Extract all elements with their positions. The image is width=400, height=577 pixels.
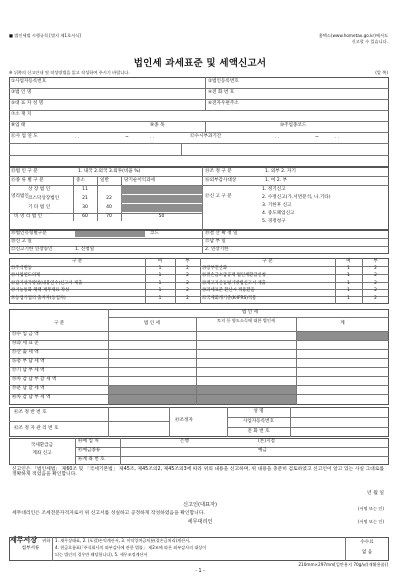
corp-category-label: ⑱법인유형별구분 — [11, 231, 47, 236]
code-label: 코드 — [150, 231, 159, 236]
yn-row-3-col-4: 1 — [347, 288, 350, 294]
tax-col-total: 계 — [340, 321, 345, 326]
irregular-dots-start: . . — [275, 135, 280, 140]
kind-col-sme: 중소 — [76, 178, 85, 183]
yn-header-no-right: 부 — [373, 259, 378, 264]
irregular-assessment-label: ⑫수시부과기간 — [190, 134, 222, 139]
net-payment-gray-land — [197, 395, 296, 404]
extension-request-date: 1. 신청일 — [75, 247, 95, 252]
yn-row-0-col-2: 2 — [186, 266, 189, 271]
tax-agent-label: 세무대리인 — [187, 519, 213, 525]
yn-row-0-col-4: 1 — [347, 266, 350, 271]
hometax-note-2: 신고할 수 있습니다. — [351, 39, 388, 44]
adjuster-bizno-label: 사업자등록번호 — [242, 419, 275, 424]
yn-row-0-col-5: 2 — [374, 266, 377, 271]
nonprofit-general: 70 — [106, 214, 112, 219]
yn-row-1-col-1: 1 — [158, 273, 162, 279]
filer-signature-label: 신고인(대표자) — [182, 502, 218, 508]
yn-row-3-col-1: 1 — [158, 288, 162, 294]
tax-row-label-7: ㊵차 감 납 부 세 액 — [12, 395, 51, 400]
page-number: - 1 - — [195, 569, 205, 574]
tax-row-label-0: ㉝수 입 금 액 — [12, 332, 39, 337]
tax-col-land: 토지 등 양도소득에 대한 법인세 — [217, 318, 275, 323]
bank-label: ㊹예 입 처 — [78, 439, 99, 444]
addressee: 세무서장 — [10, 536, 38, 544]
yn-row-0-col-1: 1 — [158, 266, 162, 271]
business-type-label: ⑧업 태 — [11, 123, 26, 128]
adjuster-name-label: 성 명 — [253, 409, 264, 414]
fee-label: 수수료 — [360, 540, 374, 545]
main-industry-code-label: ⑩주업종코드 — [280, 123, 307, 128]
attachments-label: 첨부서류 — [21, 546, 40, 551]
filing-option-3: 3. 기한후 신고 — [262, 203, 292, 208]
adjuster-phone-label: 전 화 번 호 — [247, 429, 270, 434]
declaration-text: 신고인은 「법인세법」 제60조 및 「국세기본법」 제45조, 제45조의2, 제45조의3에 따라 위의 내용을 신고하며, 위 내용을 충분히 검토하였고 신고인이 알고 있는 사실 그대로를 정확하게 적었음을 확인합니다. — [12, 467, 385, 478]
filer-signature-hint: (서명 또는 인) — [357, 506, 384, 511]
page-title: 법인세 과세표준 및 세액신고서 — [133, 58, 267, 69]
corp-name-label: ③법 인 명 — [11, 90, 32, 95]
adjust-team-no-label: ㊶조 정 반 번 호 — [14, 410, 47, 415]
yn-header-yes-left: 여 — [157, 259, 163, 264]
filing-option-2: 2. 수정신고(가.서면분석, 나.기타) — [262, 195, 331, 200]
yn-row-4-col-3: ㉜국제회계기준(K-IFRS)적용 — [202, 295, 257, 301]
yn-row-2-col-2: 2 — [186, 280, 189, 286]
filing-option-4: 4. 중도폐업신고 — [262, 211, 295, 216]
business-reg-no-label: ①사업자등록번호 — [11, 79, 47, 84]
email-label: ⑥전자우편주소 — [208, 101, 239, 106]
yn-row-2-col-4: 1 — [347, 280, 350, 286]
account-type-label: ㊺예금종류 — [78, 448, 101, 453]
deposit-suffix: 예금 — [258, 448, 267, 453]
adjuster-section — [9, 407, 389, 437]
yn-row-3-col-3: ㉚과세표준 환산시 적용환율 — [202, 288, 255, 294]
yn-row-3-col-0: ㉙기능통화 채택 재무제표 작성 — [11, 288, 70, 294]
yn-header-category-right: 구 분 — [262, 259, 273, 264]
tax-row-label-1: ㉞과 세 표 준 — [12, 341, 39, 346]
filing-type-label: ⑰신 고 구 분 — [205, 194, 232, 199]
yn-row-2-col-5: 2 — [374, 280, 377, 286]
yn-row-1-col-2: 2 — [186, 273, 189, 279]
corp-type-label: ⑬법 인 구 분 — [11, 169, 38, 174]
corp-category-gray-cell — [75, 231, 145, 237]
tax-row-label-6: ㊴분 납 할 세 액 — [12, 386, 45, 391]
yn-row-4-col-2: 2 — [186, 295, 189, 301]
listed-gray-cell — [121, 186, 202, 194]
tax-agent-signature-hint: (서명 또는 인) — [357, 519, 384, 524]
yn-row-4-col-0: ㉛동업기업의 출자자(동업자) — [11, 295, 66, 301]
kosdaq-general: 22 — [106, 196, 112, 201]
corp-type-value: 1. 내국 2.외국 3.외투(비율 %) — [78, 169, 141, 174]
instruction-note: ※ 뒤쪽의 신고안내 및 작성방법을 읽고 작성하여 주시기 바랍니다. — [9, 70, 130, 75]
installment-gray-land — [197, 386, 296, 394]
nonprofit-sme: 60 — [82, 214, 88, 219]
yn-row-2-col-3: ㉘재고자산등평가방법신고서 제출 — [202, 280, 266, 286]
yn-header-yes-right: 여 — [346, 259, 351, 264]
tax-row-label-2: ㉟산 출 세 액 — [12, 350, 39, 355]
filing-option-1: 1. 정기신고 — [262, 187, 286, 192]
yn-row-3-col-5: 2 — [374, 288, 377, 294]
kind-col-net-income: 당기순이익과세 — [124, 178, 156, 183]
net-payment-gray-corp — [109, 395, 196, 404]
attachment-line-1: 1. 재무상태표, 2. (포괄)손익계산서, 3. 이익잉여금처분(결손금처리)계산서, — [55, 538, 191, 543]
nonprofit-net-income: 50 — [158, 214, 165, 219]
external-audit-value: 1. 여 2. 부 — [265, 178, 288, 183]
corp-reg-no-label: ②법인등록번호 — [208, 79, 239, 84]
settlement-date-label: ⑲결 산 확 정 일 — [205, 231, 238, 236]
refund-label-1: 국세환급금 — [30, 443, 54, 448]
refund-label-2: 계좌 신고 — [32, 451, 52, 456]
listed-corp-label: 상 장 법 인 — [28, 187, 51, 192]
period-separator: ~ — [125, 135, 129, 140]
yn-header-category-left: 구 분 — [71, 259, 83, 264]
yn-header-no-left: 부 — [185, 259, 190, 264]
yn-row-1-col-0: ㉕사업연도의제 — [11, 273, 41, 279]
branch-suffix: (본)지점 — [258, 439, 275, 444]
adjuster-label: ㊸조정자 — [175, 418, 193, 423]
kind-label: ⑮종 류 별 구 분 — [11, 178, 44, 183]
address-label: ⑦소 재 지 — [11, 112, 32, 117]
tax-agent-text: 세무대리인은 조세전문자격자로서 위 신고서를 성실하고 공정하게 작성하였음을 확인합니다. — [12, 511, 205, 516]
tax-header-group: 법 인 세 — [241, 310, 259, 315]
other-corp-sme: 30 — [82, 205, 88, 210]
other-corp-general: 40 — [106, 205, 112, 210]
adjust-type-value: 1. 외부 2. 자기 — [265, 169, 296, 174]
other-gray-cell — [121, 204, 202, 212]
declaration-date: 년 월 일 — [367, 491, 384, 496]
irregular-dots-end: . . — [335, 135, 340, 140]
form-reference: ■ 법인세법 시행규칙 [별지 제1호서식] — [9, 33, 81, 38]
filing-date-label: ⑳신 고 일 — [11, 239, 32, 244]
kosdaq-sme: 21 — [82, 196, 88, 201]
account-no-label: ㊻계 좌 번 호 — [78, 457, 105, 462]
for-profit-group: 영리법인 — [11, 194, 29, 199]
yn-row-0-col-0: ㉓주식변동 — [11, 266, 32, 271]
period-dots-end: . . — [150, 135, 155, 140]
yn-row-4-col-5: 2 — [374, 295, 377, 301]
payment-date-label: ㉑납 부 일 — [205, 239, 226, 244]
yn-row-1-col-3: ㉖결손금소급공제 법인세환급신청 — [202, 273, 266, 279]
yn-row-2-col-1: 1 — [158, 280, 162, 286]
hometax-note-1: 홈택스(www.hometax.go.kr)에서도 — [318, 33, 388, 38]
tax-col-corp: 법 인 세 — [143, 321, 161, 326]
adjust-type-label: ⑭조 정 구 분 — [205, 169, 232, 174]
other-corp-label: 기 타 법 인 — [28, 205, 51, 210]
extension-label: ㉒신고기한 연장승인 — [11, 247, 53, 252]
basic-info-section — [9, 77, 389, 167]
yn-row-3-col-2: 2 — [186, 288, 189, 294]
yn-row-0-col-3: ㉔장부전산화 — [202, 266, 228, 271]
addressee-suffix: 귀하 — [42, 538, 51, 543]
business-year-label: ⑪사 업 연 도 — [11, 134, 38, 139]
ceo-name-label: ⑤대 표 자 성 명 — [11, 101, 44, 106]
dates-section — [9, 230, 389, 254]
yn-row-1-col-4: 1 — [347, 273, 350, 279]
attachment-line-2: 4. 현금흐름표(「주식회사의 외부감사에 관한 법률」 제2조에 따른 외부감사의 대상이 — [55, 545, 207, 550]
installment-gray-corp — [109, 386, 196, 394]
irregular-separator: ~ — [315, 135, 319, 140]
page-indicator: (앞 쪽) — [375, 70, 388, 75]
business-item-label: ⑨종 목 — [150, 123, 165, 128]
nonprofit-label: 비 영 리 법 인 — [14, 214, 43, 219]
adjuster-mgmt-no-label: ㊷조 정 자 관 리 번 호 — [14, 426, 59, 431]
phone-label: ④전 화 번 호 — [208, 90, 235, 95]
paper-spec: 210mm×297mm[일반용지 70g/㎡(재활용품)] — [298, 562, 388, 567]
yn-row-4-col-1: 1 — [158, 295, 162, 301]
yn-row-1-col-5: 2 — [374, 273, 377, 279]
total-revenue-gray — [297, 332, 388, 340]
yn-row-4-col-4: 1 — [347, 295, 350, 301]
tax-row-label-5: ㊳차 감 납 부 할 세 액 — [12, 377, 57, 382]
attachment-line-3: 되는 법인의 경우만 해당합니다), 5. 세무조정계산서 — [55, 552, 148, 557]
tax-col-category: 구 분 — [53, 321, 65, 326]
kosdaq-gray-cell — [121, 195, 202, 203]
external-audit-label: ⑯외부감사대상 — [205, 178, 237, 183]
bank-suffix: 은행 — [180, 439, 189, 444]
fee-value: 없 음 — [361, 550, 373, 555]
kosdaq-label: 코스닥상장법인 — [28, 196, 60, 201]
tax-row-label-3: ㊱총 부 담 세 액 — [12, 359, 45, 364]
tax-row-label-4: ㊲기 납 부 세 액 — [12, 368, 45, 373]
filing-option-5: 5. 경정청구 — [262, 219, 286, 224]
period-dots-start: . . — [75, 135, 80, 140]
yn-row-2-col-0: ㉗감가상각방법(내용연수)신고서 제출 — [11, 280, 83, 286]
listed-corp-sme: 11 — [82, 187, 88, 192]
kind-col-general: 일반 — [100, 178, 109, 183]
extension-deadline: 2. 연장기한 — [205, 247, 229, 252]
